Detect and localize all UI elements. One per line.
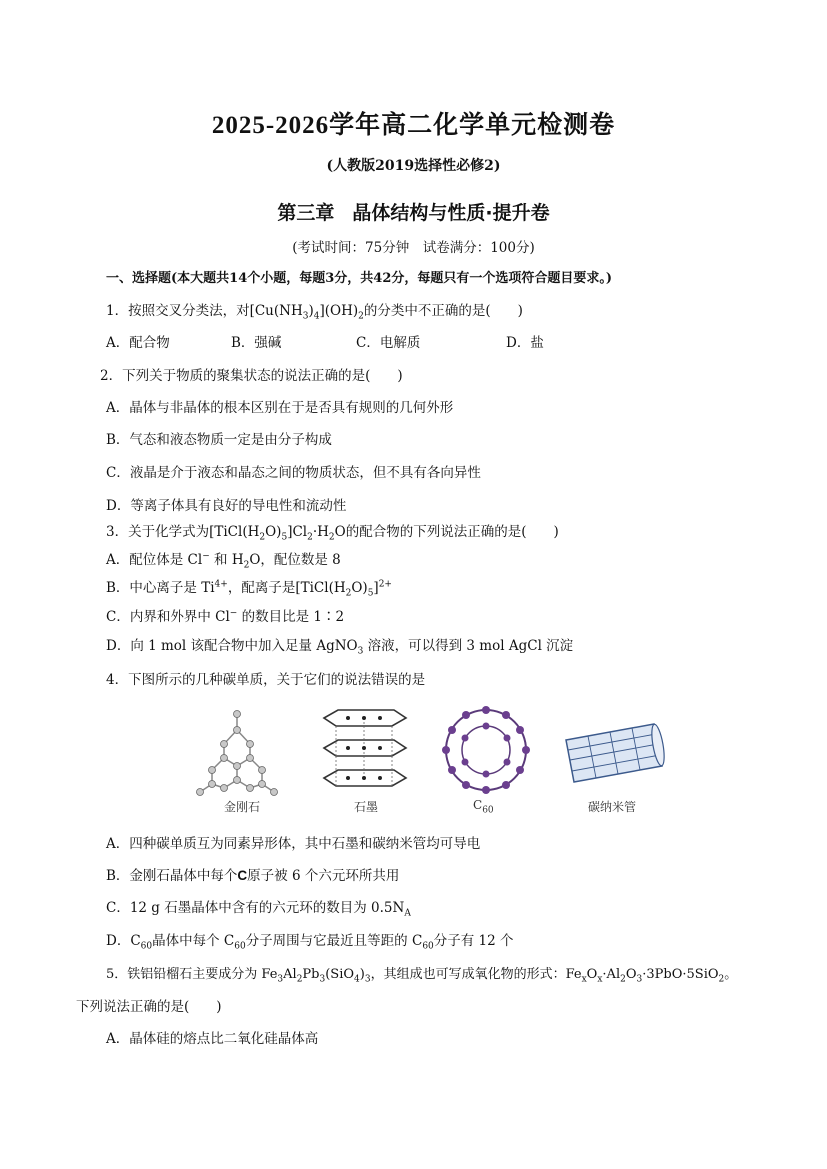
- chapter-title: 晶体结构与性质·提升卷: [352, 202, 550, 224]
- question-5-stem-continued: 下列说法正确的是( ): [76, 999, 222, 1015]
- question-4-option-b: B．金刚石晶体中每个C原子被 6 个六元环所共用: [106, 868, 400, 884]
- question-3-option-a: A．配位体是 Cl− 和 $H_2O$，配位数是 8: [106, 551, 341, 571]
- nanotube-label: 碳纳米管: [588, 800, 637, 814]
- exam-info: (考试时间：75分钟 试卷满分：100分): [292, 240, 535, 256]
- question-4-option-d: D．$C_{60}$晶体中每个 $C_{60}$分子周围与它最近且等距的 $C_{60}$分子有 12 个: [106, 933, 514, 952]
- question-3-option-b: B．中心离子是 $Ti^{4+}$，配离子是$[TiCl(H_2O)_5]^{2+}$: [106, 579, 392, 599]
- question-3-option-d: D．向 1 mol 该配合物中加入足量 AgNO$_3$ 溶液，可以得到 3 mol AgCl 沉淀: [106, 638, 574, 657]
- question-4-stem: 4．下图所示的几种碳单质，关于它们的说法错误的是: [106, 672, 426, 688]
- carbon-allotropes-figure: [190, 700, 670, 822]
- exam-title: 2025-2026学年高二化学单元检测卷: [211, 112, 616, 139]
- question-3-option-c: C．内界和外界中 Cl− 的数目比是 1∶2: [106, 608, 345, 625]
- option-c: C．电解质: [356, 335, 421, 351]
- option-b: B．强碱: [231, 335, 282, 351]
- graphite-structure-image: [318, 708, 410, 792]
- diamond-label: 金刚石: [224, 800, 261, 814]
- diamond-structure-image: [192, 708, 282, 800]
- question-2-option-d: D．等离子体具有良好的导电性和流动性: [106, 498, 347, 514]
- question-5-option-a: A．晶体硅的熔点比二氧化硅晶体高: [106, 1031, 319, 1047]
- exam-subtitle: (人教版2019选择性必修2): [326, 158, 501, 174]
- question-2-option-a: A．晶体与非晶体的根本区别在于是否具有规则的几何外形: [106, 400, 454, 416]
- question-1-options: [106, 334, 706, 352]
- c60-label: $C_{60}$: [473, 798, 494, 816]
- question-3-stem: 3．关于化学式为$[TiCl(H_2O)_5]Cl_2\cdot H_2O$的配合物的下列说法正确的是( ): [106, 524, 559, 543]
- question-2-option-b: B．气态和液态物质一定是由分子构成: [106, 432, 332, 448]
- option-d: D．盐: [506, 335, 544, 351]
- question-2-option-c: C．液晶是介于液态和晶态之间的物质状态，但不具有各向异性: [106, 465, 481, 481]
- c60-structure-image: [440, 704, 532, 796]
- chapter-heading: [0, 198, 827, 225]
- chapter-number: 第三章: [277, 202, 335, 224]
- question-4-option-a: A．四种碳单质互为同素异形体，其中石墨和碳纳米管均可导电: [106, 836, 481, 852]
- section-heading: 一、选择题(本大题共14个小题，每题3分，共42分，每题只有一个选项符合题目要求。): [106, 271, 613, 286]
- nanotube-structure-image: [558, 718, 668, 788]
- question-5-stem: 5．铁铝铅榴石主要成分为 $Fe_3Al_2Pb_3(SiO_4)_3$，其组成也可写成氧化物的形式：$Fe_xO_x\cdot Al_2O_3\cdot 3PbO\cdot 5SiO_2$。: [106, 967, 738, 985]
- graphite-label: 石墨: [354, 800, 379, 814]
- question-4-option-c: C．12 g 石墨晶体中含有的六元环的数目为 $0.5N_A$: [106, 900, 411, 919]
- question-1-stem: 1．按照交叉分类法，对$[Cu(NH_3)_4](OH)_2$的分类中不正确的是( ): [106, 303, 523, 322]
- option-a: A．配合物: [106, 335, 170, 351]
- question-2-stem: 2．下列关于物质的聚集状态的说法正确的是( ): [100, 368, 403, 384]
